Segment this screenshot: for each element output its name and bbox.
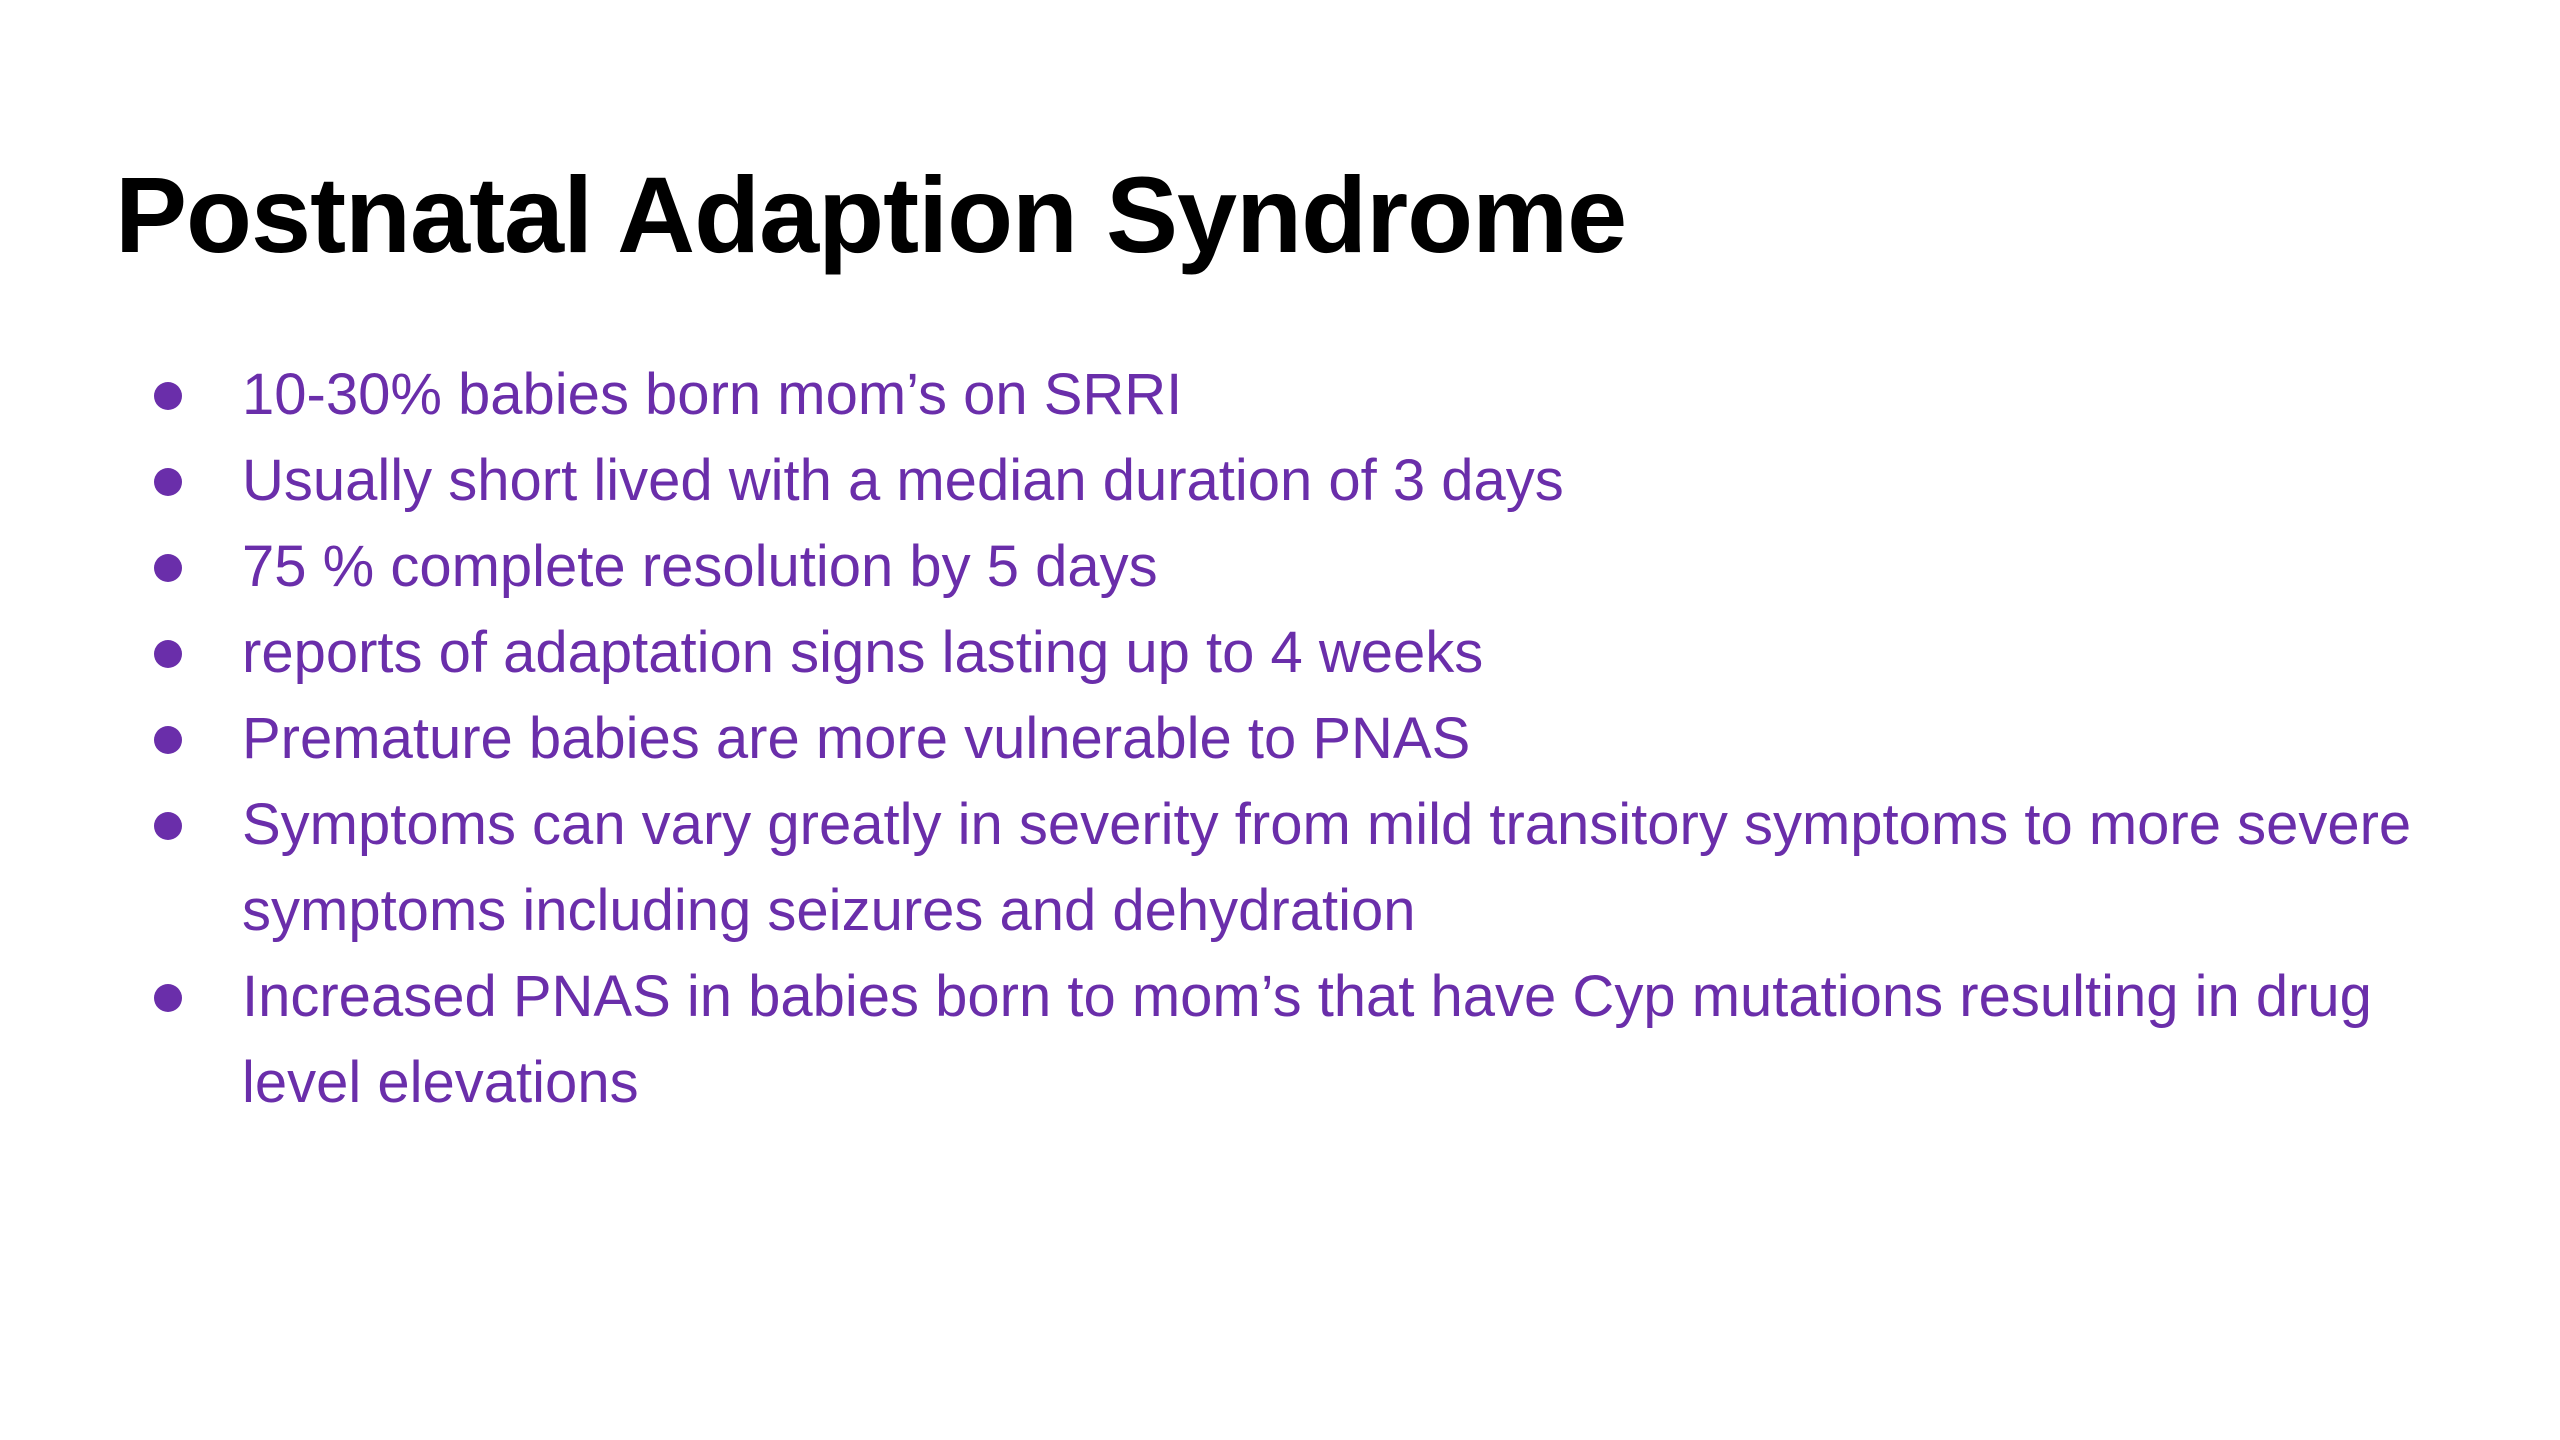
bullet-dot-icon (154, 468, 182, 496)
bullet-text: Increased PNAS in babies born to mom’s that have Cyp mutations resulting in drug level elevations (242, 964, 2372, 1115)
bullet-item (142, 352, 2472, 438)
bullet-text: reports of adaptation signs lasting up to 4 weeks (242, 620, 1484, 685)
bullet-item (142, 610, 2472, 696)
bullet-dot-icon (154, 812, 182, 840)
bullet-item (142, 524, 2472, 610)
bullet-item (142, 782, 2472, 954)
bullet-item (142, 438, 2472, 524)
bullet-dot-icon (154, 984, 182, 1012)
bullet-text: Usually short lived with a median duration of 3 days (242, 448, 1564, 513)
bullet-dot-icon (154, 554, 182, 582)
bullet-text: 75 % complete resolution by 5 days (242, 534, 1158, 599)
bullet-item (142, 954, 2472, 1126)
bullet-dot-icon (154, 640, 182, 668)
bullet-dot-icon (154, 382, 182, 410)
slide-title: Postnatal Adaption Syndrome (115, 154, 1627, 275)
bullet-text: Premature babies are more vulnerable to PNAS (242, 706, 1471, 771)
bullet-text: Symptoms can vary greatly in severity from mild transitory symptoms to more severe symptoms including seizures and dehydration (242, 792, 2412, 943)
bullet-text: 10-30% babies born mom’s on SRRI (242, 362, 1183, 427)
bullet-item (142, 696, 2472, 782)
bullet-list (142, 352, 2472, 1126)
bullet-dot-icon (154, 726, 182, 754)
